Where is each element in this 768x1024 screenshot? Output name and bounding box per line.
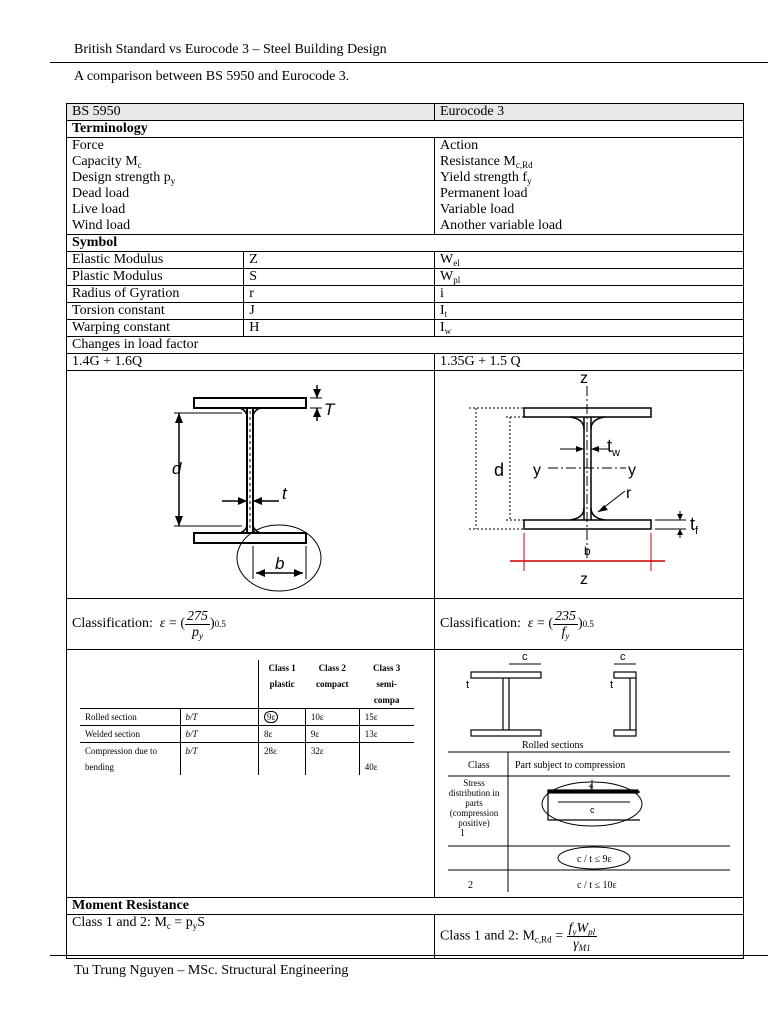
class-2-limit: c / t ≤ 10ε <box>577 880 617 891</box>
moment-fraction-ec: $\frac{f_yW_{pl}}{\gamma_{M1}}$ <box>568 921 596 953</box>
bs-section-figure <box>67 371 435 599</box>
term-ec-2: Yield strength $f_y$ <box>440 170 532 186</box>
ec-classification-figure <box>435 650 744 898</box>
symbol-row: Warping constant H $I_w$ <box>67 320 744 337</box>
term-ec-1: Resistance $M_{c,Rd}$ <box>440 154 533 170</box>
header-rule <box>50 62 768 63</box>
column-header-ec: Eurocode 3 <box>435 104 744 121</box>
section-symbol: Symbol <box>67 235 744 252</box>
svg-text:+: + <box>588 782 594 793</box>
section-load-factor: Changes in load factor <box>67 337 744 354</box>
comparison-table <box>66 103 744 959</box>
term-bs-1: Capacity $M_c$ <box>72 154 142 170</box>
ec-outstand-flange-diagram <box>440 650 738 892</box>
epsilon-fraction-ec: $\frac{235}{f_y}$ <box>554 608 576 641</box>
ec-i-section-diagram <box>440 371 738 593</box>
term-ec-4: Variable load <box>440 202 515 217</box>
intro-text: A comparison between BS 5950 and Eurocode 3. <box>74 69 350 84</box>
label-d: d <box>494 460 505 480</box>
label-t: t <box>466 679 470 691</box>
footer-rule <box>50 955 768 956</box>
bs-class-row: Welded section b/T 8ε 9ε 13ε <box>80 726 414 743</box>
bs-class-limits: Class 1 plastic Class 2 compact Class 3 semi-compa Rolled section b/T 9ε 10ε 15ε Welded section b/T 8ε 9ε 13ε Compression due to bending b/T 28ε 32ε 40ε <box>80 660 414 775</box>
label-d: d <box>172 459 182 478</box>
class-1-limit: c / t ≤ 9ε <box>577 854 612 865</box>
label-tf: $t_f$ <box>690 514 699 537</box>
stress-label-c: c <box>590 805 595 815</box>
load-combination-ec: 1.35G + 1.5 Q <box>435 354 744 371</box>
symbol-row: Elastic Modulus Z $W_{el}$ <box>67 252 744 269</box>
section-moment-resistance: Moment Resistance <box>67 898 744 915</box>
term-bs-4: Live load <box>72 202 126 217</box>
page-footer: Tu Trung Nguyen – MSc. Structural Engineering <box>74 963 349 978</box>
term-bs-3: Dead load <box>72 186 130 201</box>
bs-i-section-diagram <box>72 371 429 593</box>
terms-bs <box>67 138 435 235</box>
term-ec-5: Another variable load <box>440 218 563 233</box>
bs-classification-table <box>67 650 435 898</box>
term-ec-0: Action <box>440 138 479 153</box>
label-c: c <box>522 651 528 663</box>
label-z-bottom: z <box>580 571 588 588</box>
bs-class-row: Rolled section b/T 9ε 10ε 15ε <box>80 709 414 726</box>
class-1: 1 <box>460 828 465 839</box>
term-bs-0: Force <box>72 138 104 153</box>
symbol-row: Plastic Modulus S $W_{pl}$ <box>67 269 744 286</box>
page-header: British Standard vs Eurocode 3 – Steel Building Design <box>74 42 387 57</box>
label-y-left: y <box>533 462 541 479</box>
col-class: Class <box>468 760 490 771</box>
label-y-right: y <box>628 462 636 479</box>
moment-bs: Class 1 and 2: $M_c = p_yS$ <box>67 915 435 959</box>
section-terminology: Terminology <box>67 121 744 138</box>
label-b: b <box>584 544 591 558</box>
term-ec-3: Permanent load <box>440 186 528 201</box>
classification-bs: Classification: ε = ( $\frac{275}{p_y}$ ) 0.5 <box>67 599 435 650</box>
term-bs-2: Design strength $p_y$ <box>72 170 176 186</box>
label-c-channel: c <box>620 651 626 663</box>
moment-ec: Class 1 and 2: $M_{c,Rd}$ = $\frac{f_yW_{pl}}{\gamma_{M1}}$ <box>435 915 744 959</box>
label-tw: $t_w$ <box>607 436 620 459</box>
classification-ec: Classification: ε = ( $\frac{235}{f_y}$ ) 0.5 <box>435 599 744 650</box>
term-bs-5: Wind load <box>72 218 131 233</box>
symbol-row: Torsion constant J $I_t$ <box>67 303 744 320</box>
label-b: b <box>275 554 285 573</box>
column-header-bs: BS 5950 <box>67 104 435 121</box>
label-t-channel: t <box>610 679 614 691</box>
col-part: Part subject to compression <box>515 760 626 771</box>
bs-class-row: Compression due to bending b/T 28ε 32ε 40ε <box>80 743 414 776</box>
rolled-sections-caption: Rolled sections <box>522 740 584 751</box>
class-2: 2 <box>468 880 473 891</box>
label-T: T <box>324 400 335 419</box>
load-combination-bs: 1.4G + 1.6Q <box>67 354 435 371</box>
stress-distribution-label: Stress distribution in parts (compression positive) <box>448 778 500 828</box>
label-z-top: z <box>580 371 588 387</box>
ec-section-figure <box>435 371 744 599</box>
symbol-row: Radius of Gyration r i <box>67 286 744 303</box>
terms-ec <box>435 138 744 235</box>
epsilon-fraction-bs: $\frac{275}{p_y}$ <box>186 608 208 641</box>
label-r: r <box>626 485 632 502</box>
label-t: t <box>282 484 287 503</box>
